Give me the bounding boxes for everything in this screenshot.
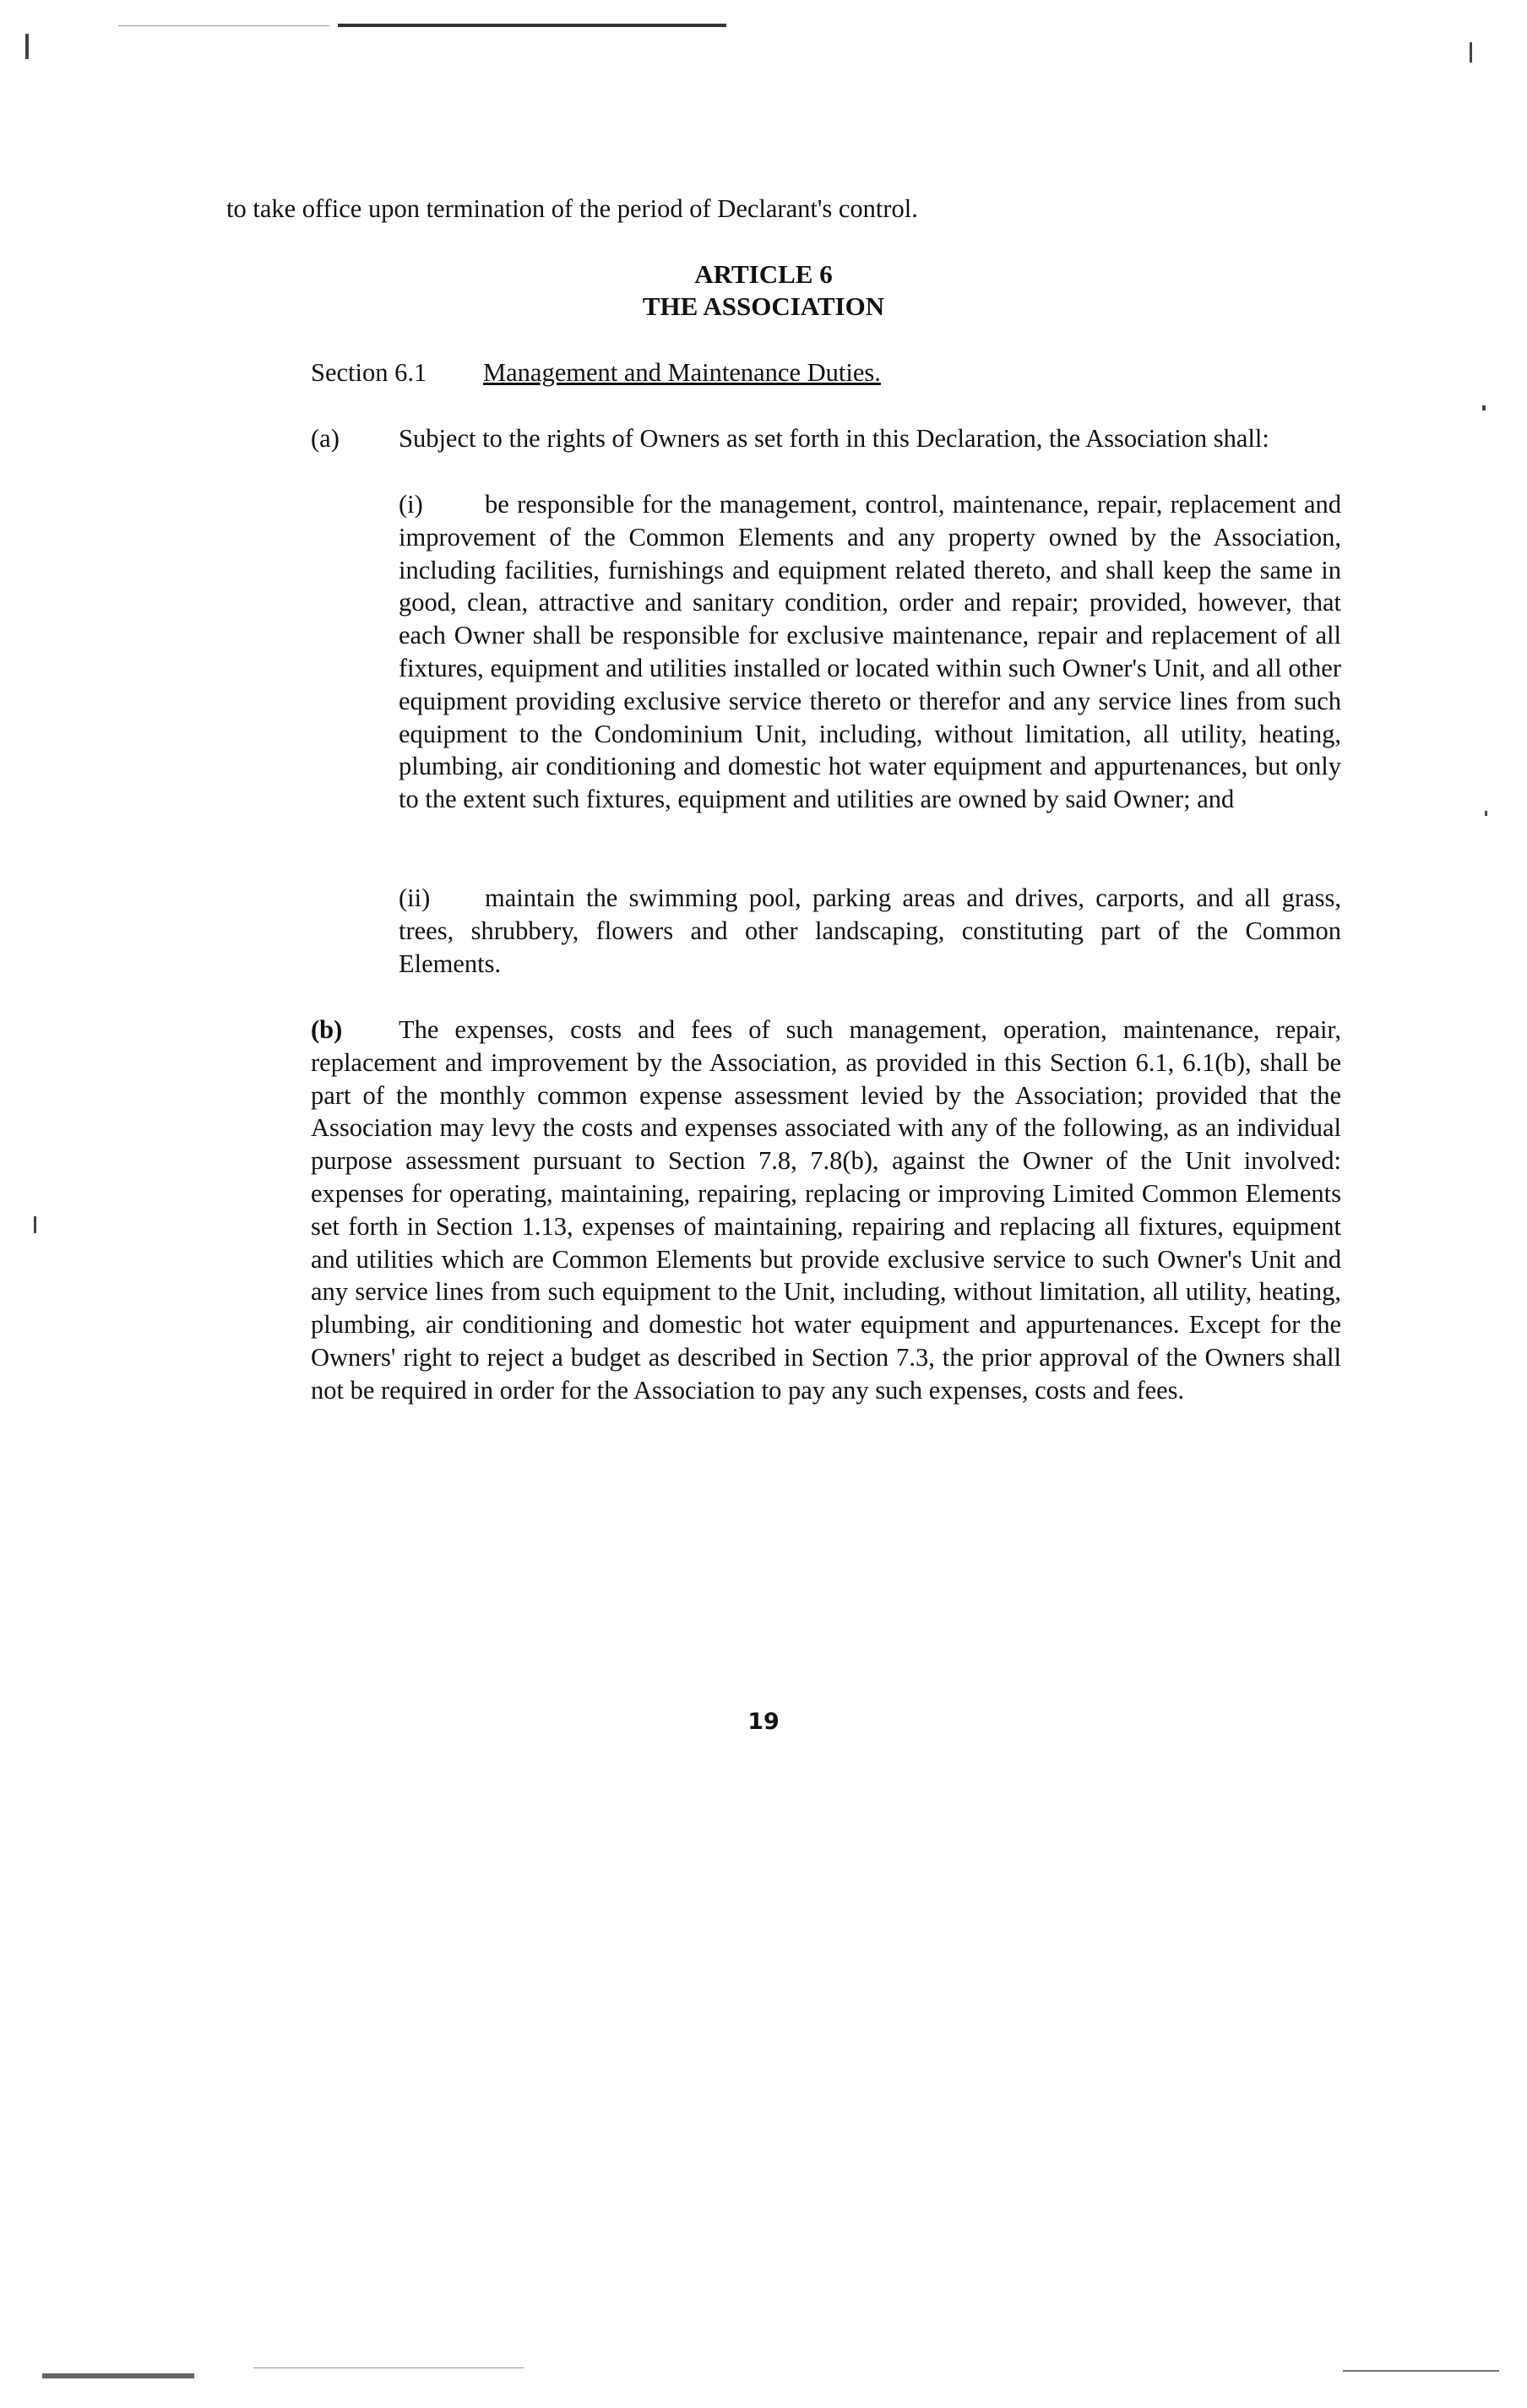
scan-speck [1485, 811, 1487, 816]
para-b-text: The expenses, costs and fees of such management, operation, maintenance, repair, replacement and improvement by the Association, as provided in this Section 6.1, 6.1(b), shall be part of the monthly common expense assessment levied by the Association; provided that the Association may levy the costs and expenses associated with any of the following, as an individual purpose assessment pursuant to Section 7.8, 7.8(b), against the Owner of the Unit involved: expenses for operating, maintaining, repairing, replacing or improving Limited Common Elements set forth in Section 1.13, expenses of maintaining, repairing and replacing all fixtures, equipment and utilities which are Common Elements but provide exclusive service to such Owner's Unit and any service lines from such equipment to the Unit, including, without limitation, all utility, heating, plumbing, air conditioning and domestic hot water equipment and appurtenances. Except for the Owners' right to reject a budget as described in Section 7.3, the prior approval of the Owners shall not be required in order for the Association to pay any such expenses, costs and fees. [311, 1015, 1341, 1405]
para-a-text: Subject to the rights of Owners as set forth in this Declaration, the Association shall: [399, 424, 1269, 453]
scan-speck [1470, 42, 1472, 63]
para-b-label: (b) [311, 1015, 343, 1044]
page-number: 19 [747, 1709, 780, 1735]
section-title: Management and Maintenance Duties. [483, 358, 881, 387]
scan-artifact-top [338, 24, 726, 27]
para-a-label: (a) [311, 424, 340, 453]
scan-speck [1482, 405, 1486, 410]
scan-artifact-top-left [118, 25, 329, 26]
article-title: THE ASSOCIATION [642, 291, 885, 321]
item-i-label: (i) [399, 490, 423, 519]
article-number-heading: ARTICLE 6 [694, 259, 833, 289]
scan-artifact-bottom [253, 2367, 524, 2368]
scan-artifact-bottom-right [1343, 2370, 1499, 2372]
item-i-text: be responsible for the management, control, maintenance, repair, replacement and improvement of the Common Elements and any property owned by the Association, including facilities, furnishings and equipment related thereto, and shall keep the same in good, clean, attractive and sanitary condition, order and repair; provided, however, that each Owner shall be responsible for exclusive maintenance, repair and replacement of all fixtures, equipment and utilities installed or located within such Owner's Unit, and all other equipment providing exclusive service thereto or therefor and any service lines from such equipment to the Condominium Unit, including, without limitation, all utility, heating, plumbing, air conditioning and domestic hot water equipment and appurtenances, but only to the extent such fixtures, equipment and utilities are owned by said Owner; and [399, 490, 1341, 814]
scan-speck [34, 1216, 36, 1233]
scan-speck [25, 34, 29, 59]
section-number: Section 6.1 [311, 358, 427, 387]
item-ii-text: maintain the swimming pool, parking areas and drives, carports, and all grass, trees, shrubbery, flowers and other landscaping, constituting part of the Common Elements. [399, 883, 1341, 978]
item-ii-label: (ii) [399, 883, 431, 912]
opening-line: to take office upon termination of the period of Declarant's control. [226, 194, 918, 223]
scan-artifact-bottom-left [42, 2373, 194, 2378]
